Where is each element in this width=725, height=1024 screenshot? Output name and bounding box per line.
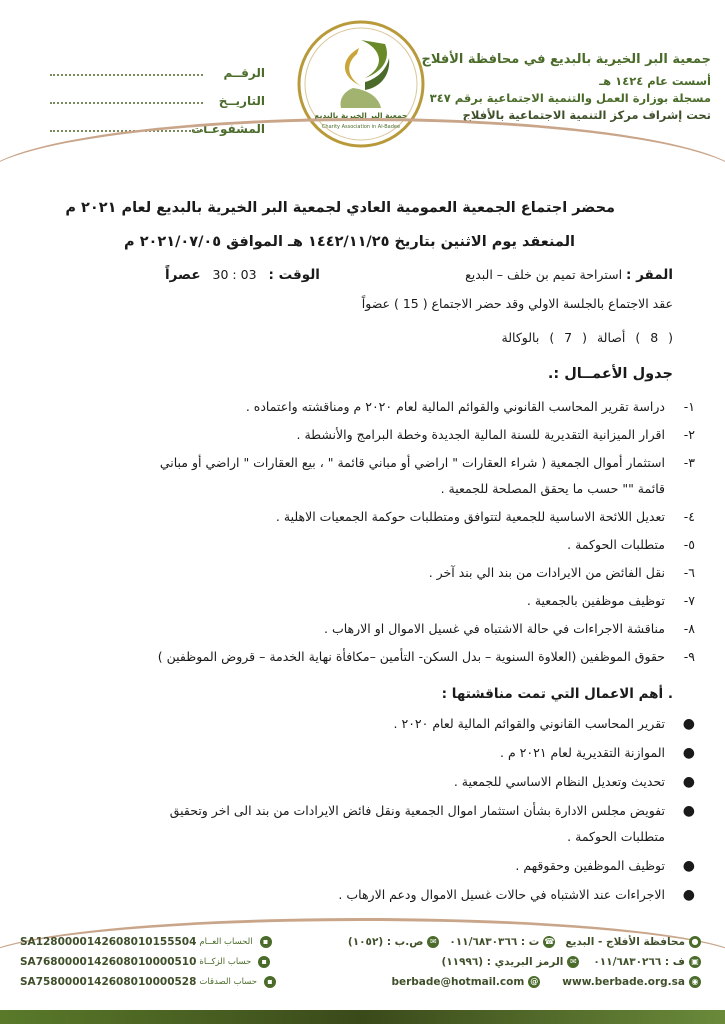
place-value: استراحة تميم بن خلف – البديع (465, 267, 623, 282)
logo-arabic: جمعية البر الخيرية بالبديع (314, 111, 408, 120)
minutes-date-line: المنعقد يوم الاثنين بتاريخ ١٤٤٢/١١/٢٥ هـ الموافق ٢٠٢١/٠٧/٠٥ م (124, 234, 575, 250)
account-zakat: SA7680000142608010000510 حساب الزكــاة ▪ (20, 956, 274, 968)
org-supervision: تحت إشراف مركز التنمية الاجتماعية بالأفلاج (462, 108, 711, 122)
phone-icon: ☎ (544, 937, 555, 946)
list-item: ٥- متطلبات الحوكمة . (567, 537, 695, 552)
website-link[interactable]: www.berbade.org.sa (562, 976, 685, 988)
list-item: ٧- توظيف موظفين بالجمعية . (526, 593, 695, 608)
list-item: ٣- استثمار أموال الجمعية ( شراء العقارات " اراضي أو مباني قائمة " ، بيع العقارات " اراضي أو مباني قائمة "" حسب ما يحقق المصلحة للجمعية . (159, 455, 695, 496)
list-item: ٨- مناقشة الاجراءات في حالة الاشتباه في غسيل الاموال او الارهاب . (324, 621, 695, 636)
discussed-list (45, 714, 695, 914)
list-item: ● الاجراءات عند الاشتباه في حالات غسيل الاموال ودعم الارهاب . (338, 887, 695, 903)
postal-icon: ✉ (567, 956, 579, 968)
bank-icon: ▪ (264, 976, 276, 988)
agenda-title: جدول الأعمــال :. (547, 366, 673, 382)
bank-icon: ▪ (258, 956, 270, 968)
meeting-time (165, 267, 320, 283)
email-link[interactable]: berbade@hotmail.com (391, 976, 525, 988)
list-item: ● تفويض مجلس الادارة بشأن استثمار اموال الجمعية ونقل فائض الايرادات من بند الى اخر وتحقيق متطلبات الحوكمة . (169, 803, 695, 844)
agenda-list (45, 397, 695, 675)
footer-bar (0, 1010, 725, 1024)
minutes-title: محضر اجتماع الجمعية العمومية العادي لجمعية البر الخيرية بالبديع لعام ٢٠٢١ م (65, 200, 615, 216)
email-icon: @ (530, 977, 539, 986)
attendance-text: ( 8 ) أصالة ( 7 ) بالوكالة (501, 330, 673, 345)
footer (0, 930, 725, 1010)
number-label: الرقــم (223, 66, 265, 80)
discussed-title: . أهم الاعمال التي تمت مناقشتها : (441, 686, 673, 702)
organization-info (411, 52, 711, 124)
number-field (40, 52, 265, 80)
time-label: الوقت : (268, 267, 320, 283)
attachments-label: المشفوعـات (191, 122, 265, 136)
list-item: ٢- اقرار الميزانية التقديرية للسنة المالية الجديدة وخطة البرامج والأنشطة . (296, 427, 695, 442)
logo-english: Charity Association in Al-Badee (321, 124, 401, 130)
list-item: ● تقرير المحاسب القانوني والقوائم المالية لعام ٢٠٢٠ . (393, 716, 695, 732)
org-registration: مسجلة بوزارة العمل والتنمية الاجتماعية برقم ٣٤٧ (429, 91, 711, 105)
list-item: ١- دراسة تقرير المحاسب القانوني والقوائم المالية لعام ٢٠٢٠ م ومناقشته واعتماده . (245, 399, 695, 414)
fax-icon: ▣ (689, 956, 701, 968)
list-item: ● الموازنة التقديرية لعام ٢٠٢١ م . (500, 745, 695, 761)
meeting-held-text: عقد الاجتماع بالجلسة الاولي وقد حضر الاجتماع ( 15 ) عضواً (361, 296, 673, 311)
contact-fax: ▣ ف : ٠١١/٦٨٣٠٢٦٦ ✉ الرمز البريدي : (١١٩٩٦) (441, 956, 705, 968)
contact-address: ● محافظة الأفلاج - البديع ☎ ت : ٠١١/٦٨٣٠٣٦٦ ✉ ص.ب : (١٠٥٢) (348, 936, 705, 948)
list-item: ٦- نقل الفائض من الايرادات من بند الي بند آخر . (428, 565, 695, 580)
meeting-place (465, 267, 673, 283)
location-icon: ● (689, 936, 701, 948)
list-item: ● تحديث وتعديل النظام الاساسي للجمعية . (453, 774, 695, 790)
org-founded: أسست عام ١٤٢٤ هـ (599, 74, 711, 88)
account-general: SA1280000142608010155504 الحساب العــام ▪ (20, 936, 276, 948)
list-item: ٩- حقوق الموظفين (العلاوة السنوية – بدل السكن- التأمين –مكافأة نهاية الخدمة – قروض الموظفين ) (157, 649, 695, 664)
date-label: التاريــخ (218, 94, 265, 108)
date-field (40, 80, 265, 108)
time-suffix: عصراً (165, 267, 201, 283)
org-name: جمعية البر الخيرية بالبديع في محافظة الأفلاج (421, 52, 711, 67)
bank-icon: ▪ (260, 936, 272, 948)
account-sadaqat: SA7580000142608010000528 حساب الصدقات ▪ (20, 976, 280, 988)
list-item: ● توظيف الموظفين وحقوقهم . (515, 858, 695, 874)
place-label: المقر : (626, 267, 673, 283)
globe-icon: ◉ (689, 976, 701, 988)
list-item: ٤- تعديل اللائحة الاساسية للجمعية لتتوافق ومتطلبات حوكمة الجمعيات الاهلية . (275, 509, 695, 524)
time-value: 30 : 03 (212, 267, 257, 282)
mailbox-icon: ✉ (427, 936, 439, 948)
contact-web (391, 976, 705, 988)
